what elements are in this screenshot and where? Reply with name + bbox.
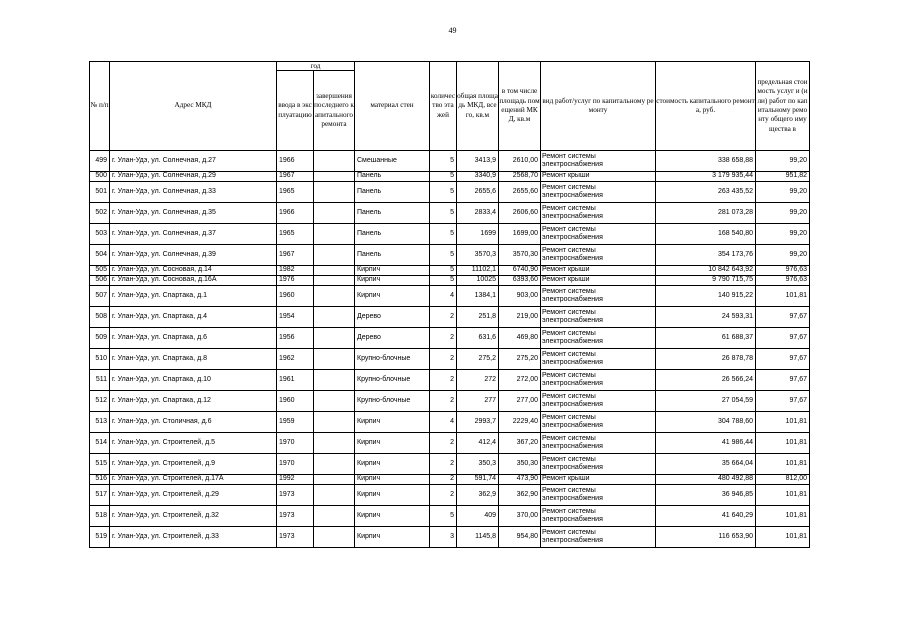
row-premises-area: 362,90 [499,485,541,506]
table-row [90,412,810,433]
row-year-built: 1960 [277,391,314,412]
row-number: 513 [90,412,110,433]
row-number: 516 [90,475,110,485]
row-address: г. Улан-Удэ, ул. Сосновая, д.14 [110,266,277,276]
row-premises-area: 272,00 [499,370,541,391]
table-row [90,151,810,172]
row-wall-material: Крупно-блочные [355,391,430,412]
row-wall-material: Панель [355,182,430,203]
row-wall-material: Панель [355,224,430,245]
row-year-built: 1965 [277,224,314,245]
row-limit-cost: 99,20 [756,182,810,203]
row-number: 502 [90,203,110,224]
row-number: 507 [90,286,110,307]
row-premises-area: 219,00 [499,307,541,328]
row-number: 506 [90,276,110,286]
row-repair-cost: 480 492,88 [656,475,756,485]
row-limit-cost: 101,81 [756,412,810,433]
row-total-area: 1145,8 [457,527,499,548]
row-floors: 4 [430,412,457,433]
header-year-group: год [277,62,355,71]
table-row [90,328,810,349]
row-year-repair [314,245,355,266]
table-row [90,286,810,307]
row-premises-area: 2568,70 [499,172,541,182]
table-row [90,266,810,276]
row-work-type: Ремонт крыши [541,266,656,276]
row-address: г. Улан-Удэ, ул. Строителей, д.29 [110,485,277,506]
row-year-built: 1967 [277,172,314,182]
row-wall-material: Панель [355,245,430,266]
row-address: г. Улан-Удэ, ул. Сосновая, д.16А [110,276,277,286]
row-number: 515 [90,454,110,475]
table-row [90,307,810,328]
row-wall-material: Кирпич [355,266,430,276]
row-limit-cost: 97,67 [756,328,810,349]
row-year-repair [314,266,355,276]
row-work-type: Ремонт крыши [541,276,656,286]
table-row [90,527,810,548]
row-premises-area: 6393,60 [499,276,541,286]
row-total-area: 1699 [457,224,499,245]
row-limit-cost: 812,00 [756,475,810,485]
row-year-repair [314,527,355,548]
row-total-area: 3340,9 [457,172,499,182]
row-total-area: 1384,1 [457,286,499,307]
row-work-type: Ремонт системы электроснабжения [541,203,656,224]
row-year-built: 1961 [277,370,314,391]
row-repair-cost: 61 688,37 [656,328,756,349]
row-total-area: 2655,6 [457,182,499,203]
header-total-area: общая площадь МКД, всего, кв.м [457,62,499,151]
table-row [90,276,810,286]
row-year-repair [314,485,355,506]
row-floors: 2 [430,485,457,506]
row-number: 503 [90,224,110,245]
row-premises-area: 3570,30 [499,245,541,266]
row-premises-area: 275,20 [499,349,541,370]
row-year-repair [314,454,355,475]
row-year-repair [314,391,355,412]
row-total-area: 11102,1 [457,266,499,276]
row-number: 512 [90,391,110,412]
row-premises-area: 370,00 [499,506,541,527]
row-limit-cost: 976,63 [756,276,810,286]
row-year-built: 1970 [277,433,314,454]
row-number: 499 [90,151,110,172]
row-year-built: 1967 [277,245,314,266]
row-work-type: Ремонт системы электроснабжения [541,506,656,527]
row-year-built: 1966 [277,151,314,172]
row-wall-material: Крупно-блочные [355,370,430,391]
row-floors: 5 [430,245,457,266]
row-limit-cost: 97,67 [756,349,810,370]
row-total-area: 3413,9 [457,151,499,172]
table-row [90,485,810,506]
row-address: г. Улан-Удэ, ул. Строителей, д.9 [110,454,277,475]
row-limit-cost: 101,81 [756,454,810,475]
row-work-type: Ремонт системы электроснабжения [541,485,656,506]
row-year-repair [314,224,355,245]
row-floors: 2 [430,433,457,454]
row-total-area: 272 [457,370,499,391]
row-year-built: 1982 [277,266,314,276]
row-total-area: 251,8 [457,307,499,328]
row-number: 510 [90,349,110,370]
row-wall-material: Кирпич [355,485,430,506]
row-address: г. Улан-Удэ, ул. Строителей, д.5 [110,433,277,454]
row-wall-material: Кирпич [355,286,430,307]
row-work-type: Ремонт системы электроснабжения [541,182,656,203]
row-floors: 5 [430,276,457,286]
row-repair-cost: 281 073,28 [656,203,756,224]
table-body [90,151,810,548]
row-year-repair [314,349,355,370]
header-limit-cost: предельная стоимость услуг и (или) работ по капитальному ремонту общего имущества в [756,62,810,151]
row-premises-area: 469,80 [499,328,541,349]
row-wall-material: Крупно-блочные [355,349,430,370]
row-wall-material: Кирпич [355,412,430,433]
row-floors: 5 [430,224,457,245]
row-year-repair [314,151,355,172]
row-year-built: 1973 [277,527,314,548]
row-year-built: 1966 [277,203,314,224]
row-total-area: 631,6 [457,328,499,349]
row-address: г. Улан-Удэ, ул. Спартака, д.4 [110,307,277,328]
row-work-type: Ремонт системы электроснабжения [541,349,656,370]
row-wall-material: Кирпич [355,454,430,475]
row-number: 508 [90,307,110,328]
row-repair-cost: 27 054,59 [656,391,756,412]
row-number: 518 [90,506,110,527]
row-total-area: 350,3 [457,454,499,475]
header-address: Адрес МКД [110,62,277,151]
row-address: г. Улан-Удэ, ул. Столичная, д.6 [110,412,277,433]
row-year-built: 1976 [277,276,314,286]
row-year-built: 1970 [277,454,314,475]
row-floors: 3 [430,527,457,548]
row-premises-area: 2655,60 [499,182,541,203]
row-total-area: 2833,4 [457,203,499,224]
row-address: г. Улан-Удэ, ул. Спартака, д.12 [110,391,277,412]
row-repair-cost: 116 653,90 [656,527,756,548]
row-total-area: 362,9 [457,485,499,506]
row-repair-cost: 263 435,52 [656,182,756,203]
header-repair-cost: стоимость капитального ремонта, руб. [656,62,756,151]
row-address: г. Улан-Удэ, ул. Спартака, д.8 [110,349,277,370]
row-work-type: Ремонт системы электроснабжения [541,224,656,245]
row-number: 505 [90,266,110,276]
row-work-type: Ремонт системы электроснабжения [541,433,656,454]
row-wall-material: Панель [355,172,430,182]
row-work-type: Ремонт системы электроснабжения [541,370,656,391]
row-limit-cost: 951,82 [756,172,810,182]
row-number: 519 [90,527,110,548]
row-work-type: Ремонт системы электроснабжения [541,151,656,172]
row-address: г. Улан-Удэ, ул. Строителей, д.32 [110,506,277,527]
row-limit-cost: 976,63 [756,266,810,276]
row-address: г. Улан-Удэ, ул. Солнечная, д.33 [110,182,277,203]
row-premises-area: 2229,40 [499,412,541,433]
row-wall-material: Кирпич [355,475,430,485]
row-total-area: 591,74 [457,475,499,485]
row-floors: 2 [430,307,457,328]
row-year-built: 1973 [277,485,314,506]
row-premises-area: 1699,00 [499,224,541,245]
row-floors: 2 [430,328,457,349]
table-row [90,172,810,182]
row-total-area: 277 [457,391,499,412]
row-floors: 2 [430,475,457,485]
row-repair-cost: 24 593,31 [656,307,756,328]
row-limit-cost: 99,20 [756,224,810,245]
table-row [90,224,810,245]
row-premises-area: 367,20 [499,433,541,454]
row-year-built: 1962 [277,349,314,370]
row-floors: 2 [430,454,457,475]
row-number: 511 [90,370,110,391]
row-wall-material: Кирпич [355,506,430,527]
row-work-type: Ремонт системы электроснабжения [541,307,656,328]
row-total-area: 10025 [457,276,499,286]
row-repair-cost: 354 173,76 [656,245,756,266]
row-floors: 2 [430,391,457,412]
row-repair-cost: 140 915,22 [656,286,756,307]
row-repair-cost: 10 842 643,92 [656,266,756,276]
row-repair-cost: 26 566,24 [656,370,756,391]
row-repair-cost: 41 986,44 [656,433,756,454]
row-number: 517 [90,485,110,506]
page-number: 49 [448,26,457,35]
row-floors: 2 [430,349,457,370]
row-limit-cost: 97,67 [756,391,810,412]
row-year-repair [314,182,355,203]
row-repair-cost: 36 946,85 [656,485,756,506]
row-limit-cost: 101,81 [756,286,810,307]
capital-repair-table [89,61,810,548]
row-repair-cost: 41 640,29 [656,506,756,527]
row-year-repair [314,276,355,286]
row-year-built: 1956 [277,328,314,349]
table-row [90,475,810,485]
row-limit-cost: 101,81 [756,506,810,527]
row-wall-material: Панель [355,203,430,224]
row-year-repair [314,307,355,328]
row-address: г. Улан-Удэ, ул. Солнечная, д.29 [110,172,277,182]
row-limit-cost: 101,81 [756,527,810,548]
row-premises-area: 2610,00 [499,151,541,172]
row-year-repair [314,433,355,454]
row-premises-area: 473,90 [499,475,541,485]
row-repair-cost: 35 664,04 [656,454,756,475]
header-premises-area: в том числе площадь помещений МКД, кв.м [499,62,541,151]
row-repair-cost: 26 878,78 [656,349,756,370]
row-floors: 5 [430,182,457,203]
table-row [90,370,810,391]
row-number: 514 [90,433,110,454]
row-wall-material: Дерево [355,307,430,328]
row-repair-cost: 9 790 715,75 [656,276,756,286]
row-number: 504 [90,245,110,266]
header-year-repair: завершения последнего капитального ремонта [314,71,355,151]
row-limit-cost: 99,20 [756,245,810,266]
row-work-type: Ремонт системы электроснабжения [541,328,656,349]
table-row [90,245,810,266]
row-year-repair [314,370,355,391]
row-address: г. Улан-Удэ, ул. Спартака, д.6 [110,328,277,349]
row-address: г. Улан-Удэ, ул. Солнечная, д.27 [110,151,277,172]
row-address: г. Улан-Удэ, ул. Солнечная, д.37 [110,224,277,245]
row-floors: 5 [430,266,457,276]
row-limit-cost: 101,81 [756,485,810,506]
row-repair-cost: 338 658,88 [656,151,756,172]
table-row [90,454,810,475]
row-premises-area: 277,00 [499,391,541,412]
row-work-type: Ремонт системы электроснабжения [541,391,656,412]
row-total-area: 3570,3 [457,245,499,266]
row-address: г. Улан-Удэ, ул. Строителей, д.33 [110,527,277,548]
row-address: г. Улан-Удэ, ул. Солнечная, д.39 [110,245,277,266]
row-number: 501 [90,182,110,203]
header-wall-material: материал стен [355,62,430,151]
row-wall-material: Кирпич [355,527,430,548]
row-floors: 5 [430,506,457,527]
table-row [90,349,810,370]
row-work-type: Ремонт системы электроснабжения [541,454,656,475]
row-wall-material: Кирпич [355,276,430,286]
row-wall-material: Кирпич [355,433,430,454]
row-year-built: 1960 [277,286,314,307]
table-row [90,182,810,203]
row-limit-cost: 99,20 [756,151,810,172]
row-premises-area: 903,00 [499,286,541,307]
row-work-type: Ремонт системы электроснабжения [541,412,656,433]
row-year-built: 1954 [277,307,314,328]
row-address: г. Улан-Удэ, ул. Солнечная, д.35 [110,203,277,224]
row-work-type: Ремонт крыши [541,172,656,182]
row-work-type: Ремонт системы электроснабжения [541,527,656,548]
row-premises-area: 6740,90 [499,266,541,276]
row-wall-material: Смешанные [355,151,430,172]
row-floors: 2 [430,370,457,391]
row-year-repair [314,506,355,527]
header-index: № п/п [90,62,110,151]
row-repair-cost: 3 179 935,44 [656,172,756,182]
table-row [90,203,810,224]
row-address: г. Улан-Удэ, ул. Строителей, д.17А [110,475,277,485]
row-limit-cost: 101,81 [756,433,810,454]
row-address: г. Улан-Удэ, ул. Спартака, д.10 [110,370,277,391]
row-floors: 5 [430,151,457,172]
row-total-area: 409 [457,506,499,527]
row-wall-material: Дерево [355,328,430,349]
row-floors: 4 [430,286,457,307]
row-address: г. Улан-Удэ, ул. Спартака, д.1 [110,286,277,307]
row-total-area: 2993,7 [457,412,499,433]
header-work-type: вид работ/услуг по капитальному ремонту [541,62,656,151]
table-header [90,62,810,151]
header-floors: количество этажей [430,62,457,151]
row-year-repair [314,328,355,349]
row-year-built: 1965 [277,182,314,203]
row-limit-cost: 99,20 [756,203,810,224]
table-row [90,506,810,527]
row-year-repair [314,412,355,433]
row-number: 500 [90,172,110,182]
row-limit-cost: 97,67 [756,370,810,391]
row-total-area: 412,4 [457,433,499,454]
header-year-built: ввода в эксплуатацию [277,71,314,151]
row-premises-area: 954,80 [499,527,541,548]
table-row [90,433,810,454]
row-year-built: 1992 [277,475,314,485]
row-work-type: Ремонт системы электроснабжения [541,286,656,307]
row-work-type: Ремонт крыши [541,475,656,485]
row-work-type: Ремонт системы электроснабжения [541,245,656,266]
row-limit-cost: 97,67 [756,307,810,328]
row-floors: 5 [430,172,457,182]
row-year-built: 1973 [277,506,314,527]
row-number: 509 [90,328,110,349]
row-repair-cost: 168 540,80 [656,224,756,245]
table-row [90,391,810,412]
row-total-area: 275,2 [457,349,499,370]
row-premises-area: 350,30 [499,454,541,475]
row-year-repair [314,203,355,224]
row-repair-cost: 304 788,60 [656,412,756,433]
row-year-repair [314,286,355,307]
row-year-repair [314,172,355,182]
row-premises-area: 2606,60 [499,203,541,224]
row-year-built: 1959 [277,412,314,433]
row-floors: 5 [430,203,457,224]
row-year-repair [314,475,355,485]
